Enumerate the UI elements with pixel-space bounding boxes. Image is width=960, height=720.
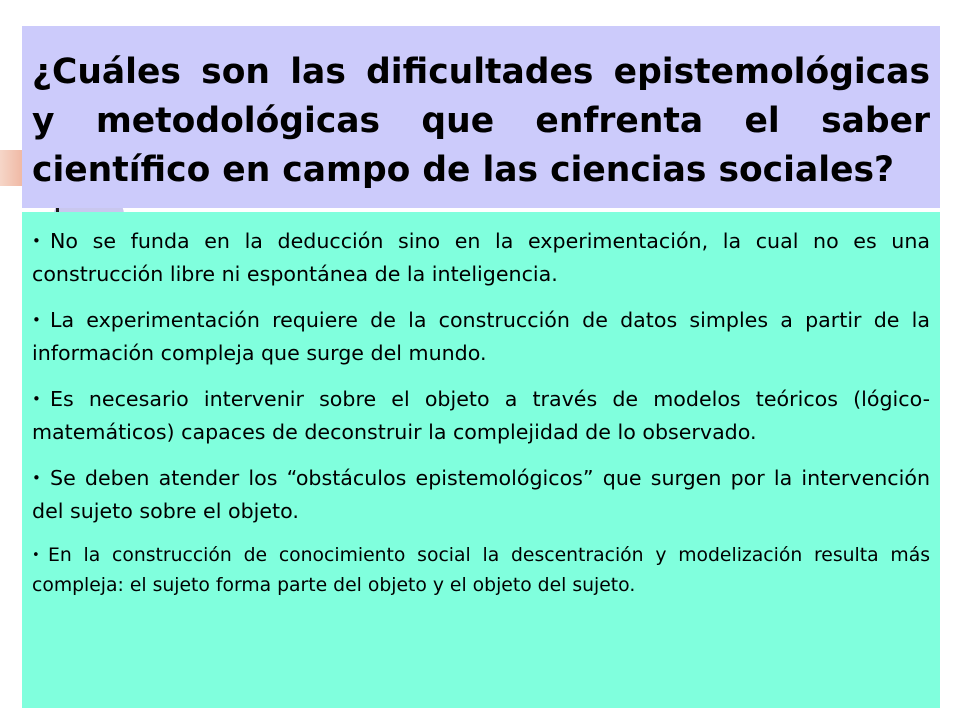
bullet-text: La experimentación requiere de la construcción de datos simples a partir de la información compleja que surge del mundo. [32,308,930,365]
bullet-icon: • [32,390,41,408]
content-box [22,212,940,708]
title-box [22,26,940,208]
bullet-list [32,225,930,601]
decorative-bar [0,150,22,186]
bullet-item [32,462,930,528]
bullet-icon: • [32,469,41,487]
bullet-item [32,225,930,291]
bullet-text: Es necesario intervenir sobre el objeto a través de modelos teóricos (lógico-matemáticos) capaces de deconstruir la complejidad de lo observado. [32,387,930,444]
bullet-item [32,541,930,601]
bullet-icon: • [32,232,41,250]
bullet-item [32,304,930,370]
bullet-text: No se funda en la deducción sino en la experimentación, la cual no es una construcción libre ni espontánea de la inteligencia. [32,229,930,286]
bullet-item [32,383,930,449]
bullet-icon: • [32,548,40,563]
slide-title: ¿Cuáles son las dificultades epistemológicas y metodológicas que enfrenta el saber científico en campo de las ciencias sociales? [32,52,930,190]
bullet-icon: • [32,311,41,329]
bullet-text: Se deben atender los “obstáculos epistemológicos” que surgen por la intervención del sujeto sobre el objeto. [32,466,930,523]
bullet-text: En la construcción de conocimiento social la descentración y modelización resulta más compleja: el sujeto forma parte del objeto y el objeto del sujeto. [32,545,930,596]
